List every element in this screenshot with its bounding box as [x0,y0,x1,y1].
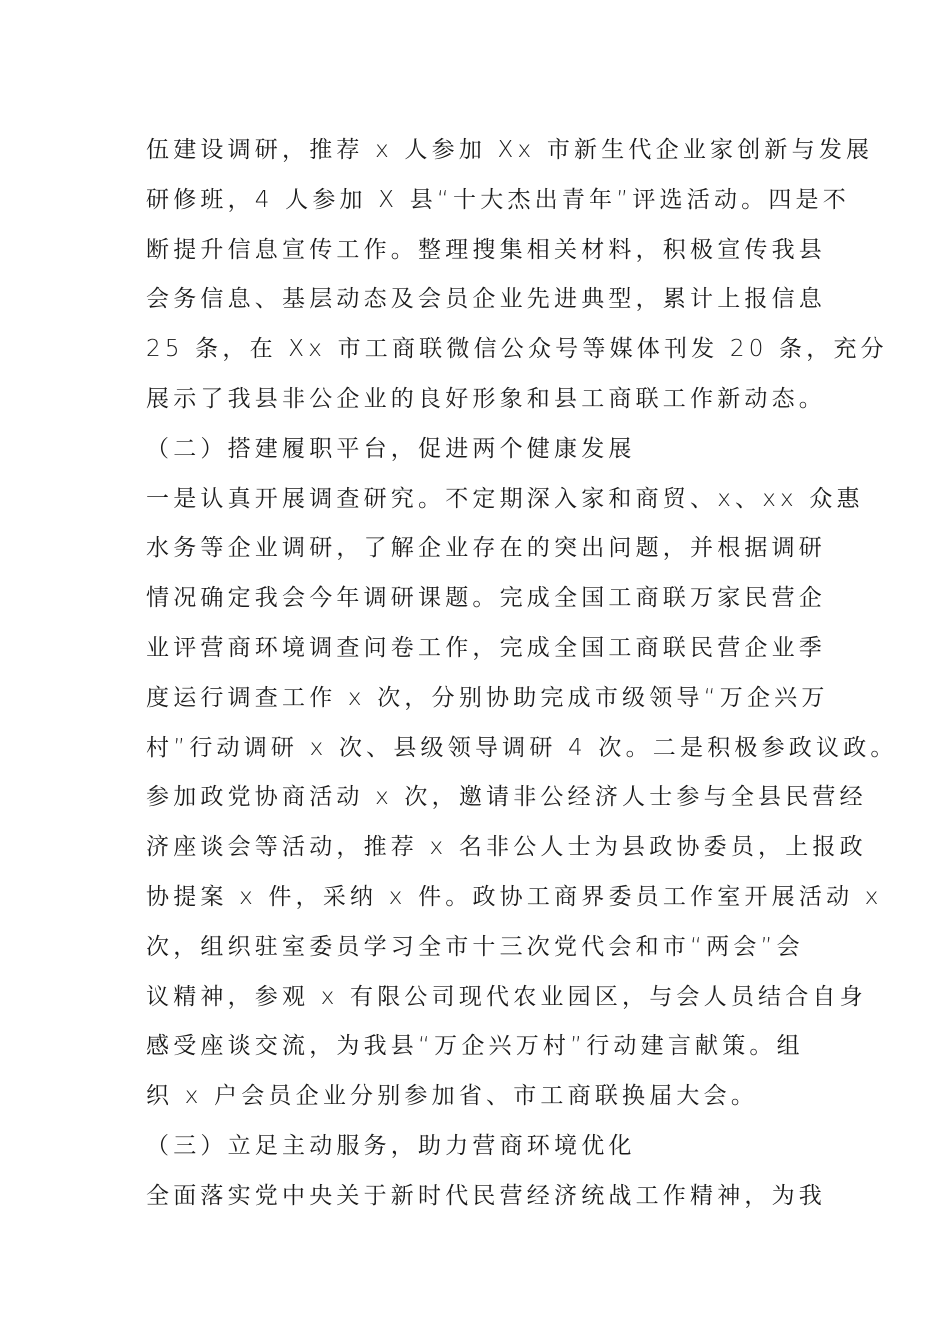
body-line: 村”行动调研 x 次、县级领导调研 4 次。二是积极参政议政。 [146,734,898,761]
body-line: 伍建设调研，推荐 x 人参加 Xx 市新生代企业家创新与发展 [146,137,874,163]
body-line: 研修班，4 人参加 X 县“十大杰出青年”评选活动。四是不 [146,186,850,213]
body-line: 水务等企业调研，了解企业存在的突出问题，并根据调研 [146,535,826,562]
body-line: 业评营商环境调查问卷工作，完成全国工商联民营企业季 [146,634,826,661]
body-line: 会务信息、基层动态及会员企业先进典型，累计上报信息 [146,286,826,313]
body-line: 参加政党协商活动 x 次，邀请非公经济人士参与全县民营经 [146,784,867,811]
body-line: 断提升信息宣传工作。整理搜集相关材料，积极宣传我县 [146,236,826,263]
body-line: 情况确定我会今年调研课题。完成全国工商联万家民营企 [146,585,826,612]
body-line: 度运行调查工作 x 次，分别协助完成市级领导“万企兴万 [146,684,829,711]
body-line: 织 x 户会员企业分别参加省、市工商联换届大会。 [146,1083,759,1110]
body-line: 议精神，参观 x 有限公司现代农业园区，与会人员结合自身 [146,983,867,1010]
body-line: 次，组织驻室委员学习全市十三次党代会和市“两会”会 [146,933,804,960]
section-heading: （二）搭建履职平台，促进两个健康发展 [146,435,636,462]
section-heading: （三）立足主动服务，助力营商环境优化 [146,1132,636,1159]
body-line: 感受座谈交流，为我县“万企兴万村”行动建言献策。组 [146,1033,804,1060]
body-line: 全面落实党中央关于新时代民营经济统战工作精神，为我 [146,1182,826,1209]
body-line: 济座谈会等活动，推荐 x 名非公人士为县政协委员，上报政 [146,834,867,861]
document-body [146,126,898,1222]
body-line: 25 条，在 Xx 市工商联微信公众号等媒体刊发 20 条，充分 [146,336,888,363]
body-line: 协提案 x 件，采纳 x 件。政协工商界委员工作室开展活动 x [146,883,883,910]
body-line: 展示了我县非公企业的良好形象和县工商联工作新动态。 [146,385,826,412]
body-line: 一是认真开展调查研究。不定期深入家和商贸、x、xx 众惠 [146,485,864,512]
